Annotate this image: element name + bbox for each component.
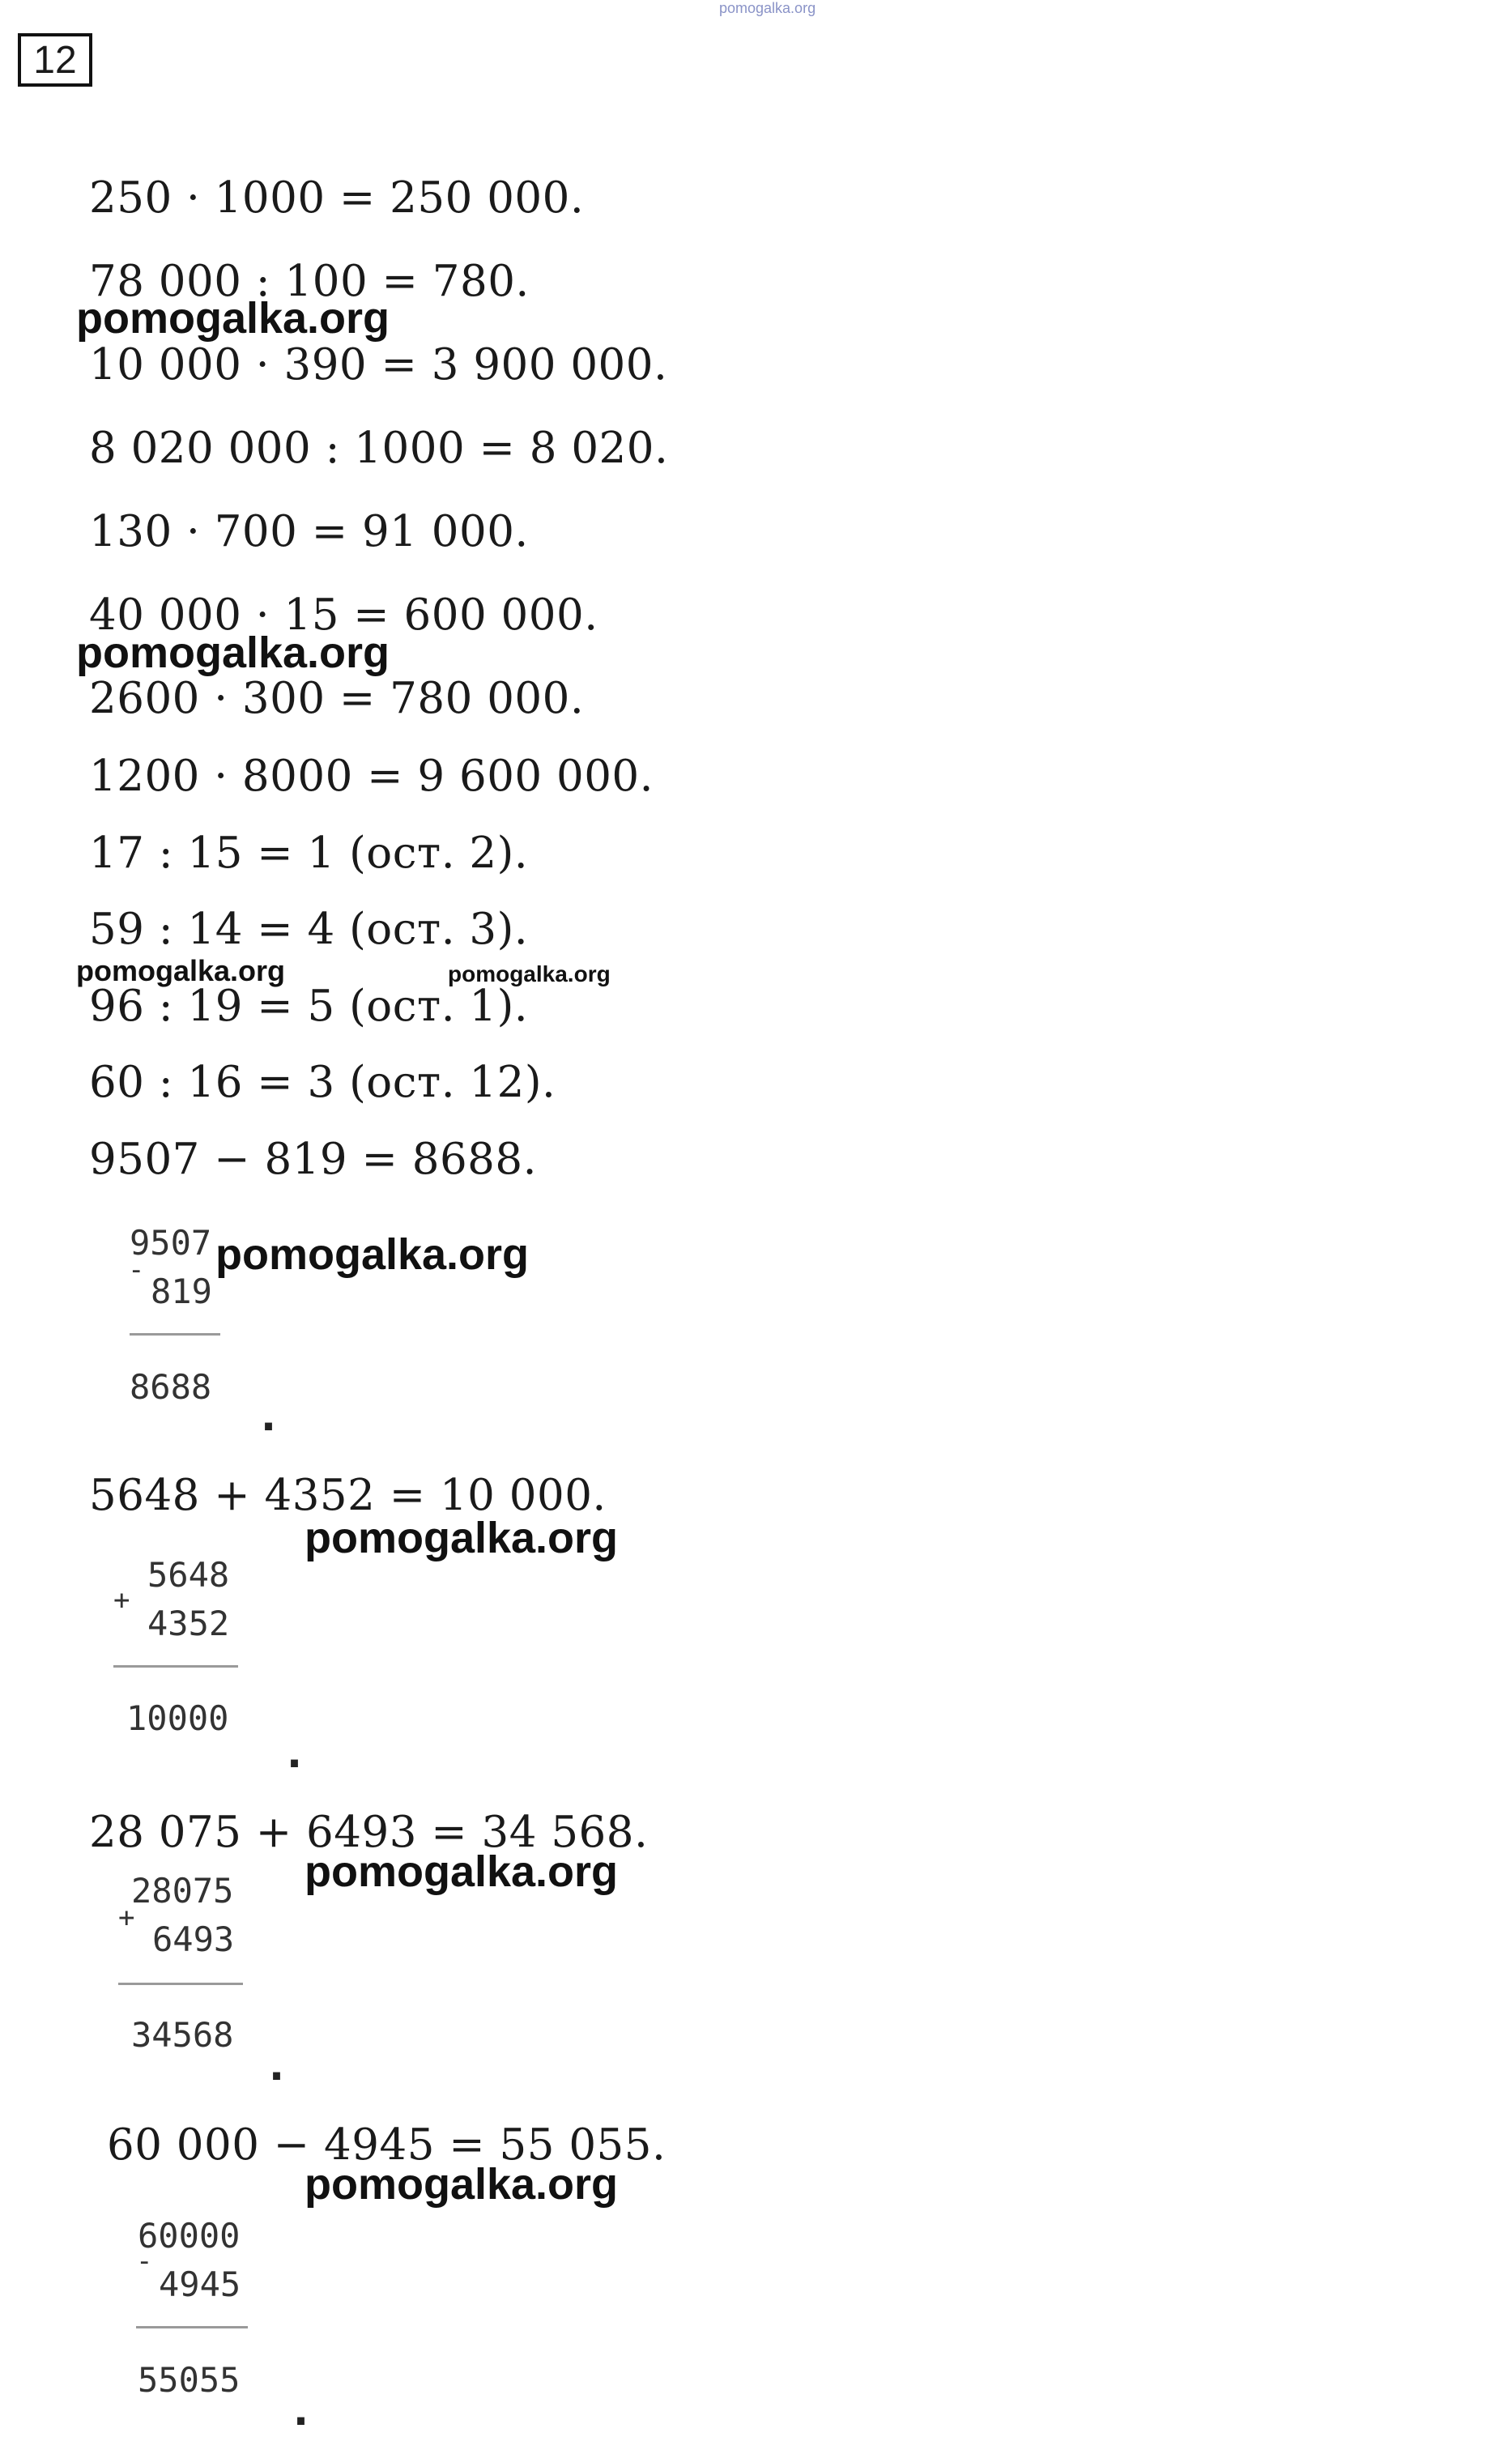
column-op-3-rule [118,1983,243,1985]
column-op-4-top: 60000 [138,2216,241,2256]
column-op-4-result: 55055 [138,2360,241,2400]
equation-9: 17 : 15 = 1 (ост. 2). [89,829,529,878]
watermark-3: pomogalka.org [76,954,286,987]
watermark-8: pomogalka.org [305,2160,619,2209]
equation-2: 78 000 : 100 = 780. [89,257,530,306]
column-op-1-top: 9507 [130,1223,212,1263]
column-op-2-rule [113,1665,238,1668]
column-op-2-equation: 5648 + 4352 = 10 000. [89,1471,607,1520]
equation-3: 10 000 · 390 = 3 900 000. [89,340,668,390]
column-op-2-dot: . [287,1730,302,1777]
column-op-4-equation: 60 000 − 4945 = 55 055. [107,2120,667,2170]
watermark-2: pomogalka.org [76,628,390,677]
column-op-1-rule [130,1333,220,1336]
watermark-5: pomogalka.org [215,1230,530,1279]
equation-7: 2600 · 300 = 780 000. [89,674,585,723]
column-op-2-operator: + [113,1584,130,1617]
watermark-7: pomogalka.org [305,1847,619,1896]
column-op-1-operator: - [128,1254,145,1286]
equation-1: 250 · 1000 = 250 000. [89,173,585,223]
column-op-2-top: 5648 [147,1555,230,1595]
equation-6: 40 000 · 15 = 600 000. [89,590,598,640]
column-op-2-bottom: 4352 [147,1604,230,1643]
equation-4: 8 020 000 : 1000 = 8 020. [89,424,669,473]
column-op-1-bottom: 819 [151,1272,212,1311]
watermark-6: pomogalka.org [305,1514,619,1562]
column-op-3-bottom: 6493 [152,1919,235,1959]
equation-12: 60 : 16 = 3 (ост. 12). [89,1058,556,1107]
column-op-4-rule [136,2326,248,2328]
column-op-3-dot: . [269,2043,284,2090]
equation-10: 59 : 14 = 4 (ост. 3). [89,905,529,954]
task-number: 12 [33,38,77,82]
column-op-4-dot: . [293,2388,309,2435]
column-op-3-result: 34568 [131,2015,234,2055]
column-op-2-result: 10000 [126,1698,229,1738]
column-op-3-top: 28075 [131,1871,234,1911]
column-op-1-result: 8688 [130,1367,212,1407]
column-op-4-bottom: 4945 [159,2264,241,2304]
watermark-4: pomogalka.org [448,961,611,986]
column-op-1-equation: 9507 − 819 = 8688. [89,1135,537,1184]
watermark-1: pomogalka.org [76,294,390,343]
equation-8: 1200 · 8000 = 9 600 000. [89,752,654,801]
equation-11: 96 : 19 = 5 (ост. 1). [89,982,529,1031]
column-op-3-operator: + [118,1902,135,1934]
column-op-1-dot: . [261,1393,276,1440]
column-op-3-equation: 28 075 + 6493 = 34 568. [89,1808,649,1857]
top-watermark: pomogalka.org [719,0,816,16]
column-op-4-operator: - [136,2245,153,2277]
task-number-box [18,33,92,87]
equation-5: 130 · 700 = 91 000. [89,507,529,556]
